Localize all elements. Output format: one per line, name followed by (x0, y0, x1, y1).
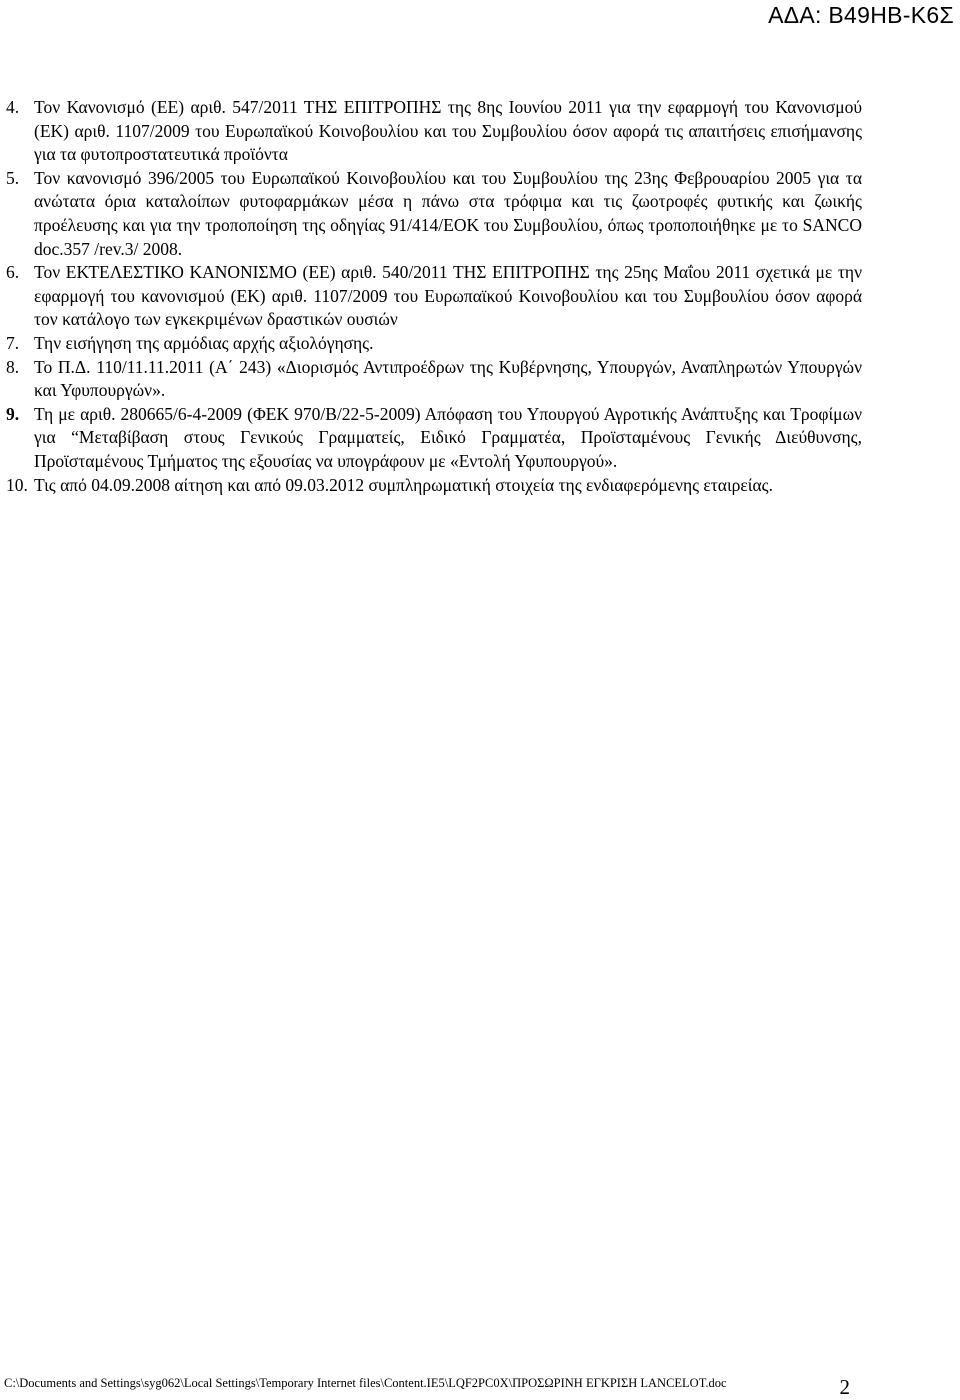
page-number: 2 (839, 1375, 850, 1399)
list-item-number: 7. (6, 332, 20, 353)
list-item-number: 9. (6, 403, 20, 424)
footer-file-path: C:\Documents and Settings\syg062\Local Settings\Temporary Internet files\Content.IE5\LQF2PC0X\ΠΡΟΣΩΡΙΝΗ ΕΓΚΡΙΣΗ LANCELOT.doc (4, 1376, 727, 1390)
list-item-text: Τον ΕΚΤΕΛΕΣΤΙΚΟ ΚΑΝΟΝΙΣΜΟ (ΕΕ) αριθ. 540/2011 ΤΗΣ ΕΠΙΤΡΟΠΗΣ της 25ης Μαΐου 2011 σχετικά με την εφαρμογή του κανονισμού (ΕΚ) αριθ. 1107/2009 του Ευρωπαϊκού Κοινοβουλίου και του Συμβουλίου όσον αφορά τον κατάλογο των εγκεκριμένων δραστικών ουσιών (34, 262, 862, 330)
list-item-text: Τον Κανονισμό (ΕΕ) αριθ. 547/2011 ΤΗΣ ΕΠΙΤΡΟΠΗΣ της 8ης Ιουνίου 2011 για την εφαρμογή του Κανονισμού (ΕΚ) αριθ. 1107/2009 του Ευρωπαϊκού Κοινοβουλίου και του Συμβουλίου όσον αφορά τις απαιτήσεις επισήμανσης για τα φυτοπροστατευτικά προϊόντα (34, 97, 862, 165)
list-item-9 (6, 403, 862, 474)
list-item-text: Το Π.Δ. 110/11.11.2011 (Α΄ 243) «Διορισμός Αντιπροέδρων της Κυβέρνησης, Υπουργών, Αναπληρωτών Υπουργών και Υφυπουργών». (34, 356, 862, 401)
list-item-text: Τον κανονισμό 396/2005 του Ευρωπαϊκού Κοινοβουλίου και του Συμβουλίου της 23ης Φεβρουαρίου 2005 για τα ανώτατα όρια καταλοίπων φυτοφαρμάκων μέσα η πάνω στα τρόφιμα και τις ζωοτροφές φυτικής και ζωικής προέλευσης και για την τροποποίηση της οδηγίας 91/414/ΕΟΚ του Συμβουλίου, όπως τροποποιήθηκε με το SANCO doc.357 /rev.3/ 2008. (34, 167, 862, 259)
list-item-8 (6, 356, 862, 403)
list-item-10 (6, 474, 862, 498)
list-item-text: Τις από 04.09.2008 αίτηση και από 09.03.2012 συμπληρωματική στοιχεία της ενδιαφερόμενης εταιρείας. (34, 474, 773, 495)
list-item-number: 4. (6, 97, 20, 117)
list-item-text: Τη με αριθ. 280665/6-4-2009 (ΦΕΚ 970/Β/22-5-2009) Απόφαση του Υπουργού Αγροτικής Ανάπτυξης και Τροφίμων για “Μεταβίβαση στους Γενικούς Γραμματείς, Ειδικό Γραμματέα, Προϊσταμένους Γενικής Διεύθυνσης, Προϊσταμένους Τμήματος της εξουσίας να υπογράφουν με «Εντολή Υφυπουργού». (34, 403, 862, 471)
document-list (6, 96, 862, 497)
ada-code-header: ΑΔΑ: Β49ΗΒ-Κ6Σ (768, 2, 954, 28)
list-item-number: 10. (6, 474, 28, 495)
list-item-5 (6, 167, 862, 261)
list-item-number: 8. (6, 356, 20, 377)
list-item-6 (6, 261, 862, 332)
list-item-number: 5. (6, 167, 20, 188)
list-item-4 (6, 96, 862, 167)
list-item-text: Την εισήγηση της αρμόδιας αρχής αξιολόγησης. (34, 332, 374, 353)
list-item-7 (6, 332, 862, 356)
list-item-number: 6. (6, 262, 20, 283)
